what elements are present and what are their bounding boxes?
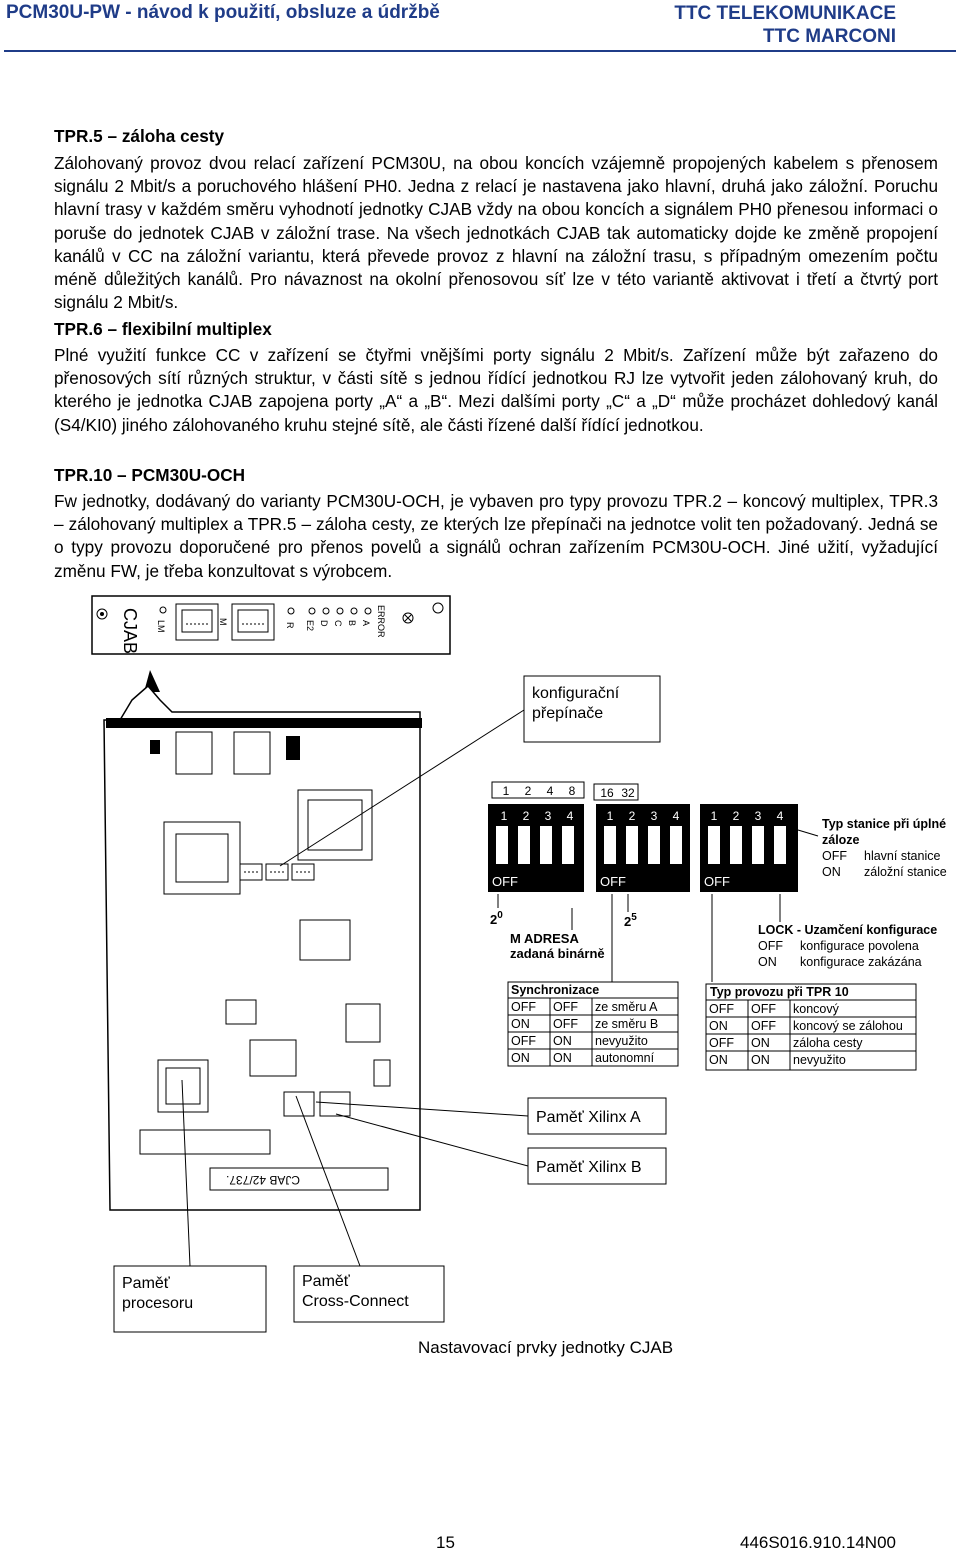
led-d-label: D bbox=[319, 620, 329, 627]
doc-title: PCM30U-PW - návod k použití, obsluze a údržbě bbox=[6, 2, 440, 23]
off-label: OFF bbox=[704, 874, 730, 889]
led-a-label: A bbox=[361, 620, 371, 627]
lock-off-desc: konfigurace povolena bbox=[800, 939, 919, 953]
sync-cell: ze směru A bbox=[595, 1000, 658, 1014]
tpr-cell: OFF bbox=[709, 1036, 734, 1050]
weight-label: 2 bbox=[524, 784, 532, 798]
sync-cell: ON bbox=[511, 1017, 530, 1031]
paragraph: Fw jednotky, dodávaný do varianty PCM30U-OCH, je vybaven pro typy provozu TPR.2 – koncový multiplex, TPR.3 – zálohovaný multiplex a TPR.5 – záloha cesty, ze kterých lze přepínači na jednotce volit ten požadovaný. Jedná se o typy provozu doporučené pro přenos povelů a signálů ochran zařízením PCM30U-OCH. Jiné užití, vyžadující změnu FW, je třeba konzultovat s výrobcem. bbox=[54, 491, 938, 581]
address-annotation bbox=[490, 910, 637, 961]
sync-cell: OFF bbox=[553, 1017, 578, 1031]
lock-on: ON bbox=[758, 955, 777, 969]
tpr-cell: koncový se zálohou bbox=[793, 1019, 903, 1033]
panel-m-label: M bbox=[218, 618, 228, 626]
switch-number: 1 bbox=[606, 809, 614, 823]
tpr-cell: OFF bbox=[751, 1002, 776, 1016]
tpr-cell: ON bbox=[709, 1019, 728, 1033]
off-label: OFF bbox=[492, 874, 518, 889]
led-r-label: R bbox=[285, 622, 295, 629]
typ-on: ON bbox=[822, 865, 841, 879]
tpr-cell: koncový bbox=[793, 1002, 839, 1016]
dip-switch-block-3 bbox=[700, 804, 798, 892]
company-line-2: TTC MARCONI bbox=[763, 26, 896, 47]
sync-cell: ON bbox=[553, 1034, 572, 1048]
led-error-label: ERROR bbox=[376, 605, 386, 638]
exp-low bbox=[490, 910, 503, 927]
lock-off: OFF bbox=[758, 939, 783, 953]
switch-number: 2 bbox=[522, 809, 530, 823]
switch-number: 4 bbox=[776, 809, 784, 823]
circuit-board bbox=[104, 670, 422, 1210]
exp-high bbox=[624, 912, 637, 929]
weight-label: 32 bbox=[621, 786, 635, 800]
weight-label: 8 bbox=[568, 784, 576, 798]
typ-stanice-note bbox=[822, 817, 947, 879]
typ-title-line1: Typ stanice při úplné bbox=[822, 817, 947, 831]
tpr-cell: OFF bbox=[751, 1019, 776, 1033]
mini-dip-switches bbox=[240, 864, 314, 880]
switch-number: 2 bbox=[628, 809, 636, 823]
switch-number: 4 bbox=[566, 809, 574, 823]
sync-cell: ON bbox=[511, 1051, 530, 1065]
madresa-label: M ADRESA bbox=[510, 931, 579, 946]
tpr-cell: záloha cesty bbox=[793, 1036, 863, 1050]
tpr-cell: ON bbox=[751, 1053, 770, 1067]
tpr-cell: nevyužito bbox=[793, 1053, 846, 1067]
typ-on-desc: záložní stanice bbox=[864, 865, 947, 879]
exp-high-sup: 5 bbox=[631, 912, 637, 923]
typ-title-line2: záloze bbox=[822, 833, 860, 847]
tpr-table bbox=[706, 984, 916, 1070]
mem-proc-line1: Paměť bbox=[122, 1275, 170, 1292]
paragraph: Zálohovaný provoz dvou relací zařízení PCM30U, na obou koncích vzájemně propojených kabelem s přenosem signálu 2 Mbit/s a poruchového hlášení PH0. Jedna z relací je nastavena jako hlavní, druhá jako záložní. Poruchu hlavní trasy v každém směru vyhodnotí jednotky CJAB vždy na obou koncích a signálem PH0 přenesou informaci o poruše do jednotek CJAB v záložní trase. Na všech jednotkách CJAB tak automaticky dojde ke změně propojení kanálů v CC na záložní variantu, která převede provoz z hlavní na záložní trasu, s případným omezením počtu méně důležitých kanálů. Pro návaznost na okolní přenosovou síť lze v této variantě aktivovat i třetí a čtvrtý port signálu 2 Mbit/s. bbox=[54, 153, 938, 313]
switch-number: 1 bbox=[710, 809, 718, 823]
mem-proc-line2: procesoru bbox=[122, 1295, 194, 1312]
typ-off-desc: hlavní stanice bbox=[864, 849, 941, 863]
sync-cell: nevyužito bbox=[595, 1034, 648, 1048]
tpr-cell: ON bbox=[751, 1036, 770, 1050]
sync-cell: autonomní bbox=[595, 1051, 655, 1065]
weight-label: 16 bbox=[600, 786, 614, 800]
callout-switches-line1: konfigurační bbox=[532, 685, 620, 702]
tpr-cell: ON bbox=[709, 1053, 728, 1067]
weight-labels bbox=[492, 782, 638, 800]
dip-switch-block-1 bbox=[488, 804, 584, 892]
off-label: OFF bbox=[600, 874, 626, 889]
sync-cell: OFF bbox=[553, 1000, 578, 1014]
weight-label: 4 bbox=[546, 784, 554, 798]
section-title-tpr10: TPR.10 – PCM30U-OCH bbox=[54, 465, 246, 485]
lock-note bbox=[758, 923, 937, 969]
company-line-1: TTC TELEKOMUNIKACE bbox=[674, 3, 896, 24]
weight-label: 1 bbox=[502, 784, 510, 798]
lock-on-desc: konfigurace zakázána bbox=[800, 955, 922, 969]
switch-number: 1 bbox=[500, 809, 508, 823]
page-number: 15 bbox=[436, 1533, 455, 1552]
tpr-cell: OFF bbox=[709, 1002, 734, 1016]
panel-lm-label: LM bbox=[156, 620, 166, 633]
lock-title: LOCK - Uzamčení konfigurace bbox=[758, 923, 938, 937]
sync-cell: OFF bbox=[511, 1034, 536, 1048]
xilinx-b-label: Paměť Xilinx B bbox=[536, 1159, 642, 1176]
sync-table bbox=[508, 982, 678, 1066]
sync-cell: OFF bbox=[511, 1000, 536, 1014]
mem-cc-line1: Paměť bbox=[302, 1273, 350, 1290]
switch-number: 3 bbox=[754, 809, 762, 823]
exp-low-sup: 0 bbox=[497, 910, 503, 921]
sync-cell: ON bbox=[553, 1051, 572, 1065]
switch-number: 4 bbox=[672, 809, 680, 823]
tpr-title: Typ provozu při TPR 10 bbox=[710, 985, 849, 999]
led-c-label: C bbox=[333, 620, 343, 627]
paragraph: Plné využití funkce CC v zařízení se čtyřmi vnějšími porty signálu 2 Mbit/s. Zařízení může být zařazeno do přenosových sítí různých struktur, v části sítě s jednou řídící jednotkou RJ lze vytvořit jeden zálohovaný kruh, do kterého je jednotka CJAB zapojena porty „A“ a „B“. Mezi dalšími porty „C“ a „D“ může procházet dohledový kanál (S4/KI0) jiného zálohovaného kruhu stejné sítě, ale části řízené další řídící jednotkou. bbox=[54, 345, 938, 435]
sync-title: Synchronizace bbox=[511, 983, 600, 997]
mem-cc-line2: Cross-Connect bbox=[302, 1293, 409, 1310]
section-title-tpr5: TPR.5 – záloha cesty bbox=[54, 126, 225, 146]
switch-number: 3 bbox=[544, 809, 552, 823]
doc-number: 446S016.910.14N00 bbox=[740, 1533, 896, 1552]
board-label: CJAB 42/737. bbox=[226, 1173, 301, 1187]
switch-number: 2 bbox=[732, 809, 740, 823]
sync-cell: ze směru B bbox=[595, 1017, 659, 1031]
exp-low-base: 2 bbox=[490, 912, 498, 927]
section-title-tpr6: TPR.6 – flexibilní multiplex bbox=[54, 319, 272, 339]
panel-label: CJAB bbox=[120, 608, 140, 655]
led-b-label: B bbox=[347, 620, 357, 627]
exp-high-base: 2 bbox=[624, 914, 632, 929]
typ-off: OFF bbox=[822, 849, 847, 863]
callout-switches-line2: přepínače bbox=[532, 705, 604, 722]
madresa-sub-label: zadaná binárně bbox=[510, 946, 605, 961]
led-e2-label: E2 bbox=[305, 620, 315, 632]
xilinx-a-label: Paměť Xilinx A bbox=[536, 1109, 641, 1126]
figure-caption: Nastavovací prvky jednotky CJAB bbox=[418, 1338, 674, 1357]
front-panel bbox=[92, 596, 450, 654]
switch-number: 3 bbox=[650, 809, 658, 823]
dip-switch-block-2 bbox=[596, 804, 690, 892]
